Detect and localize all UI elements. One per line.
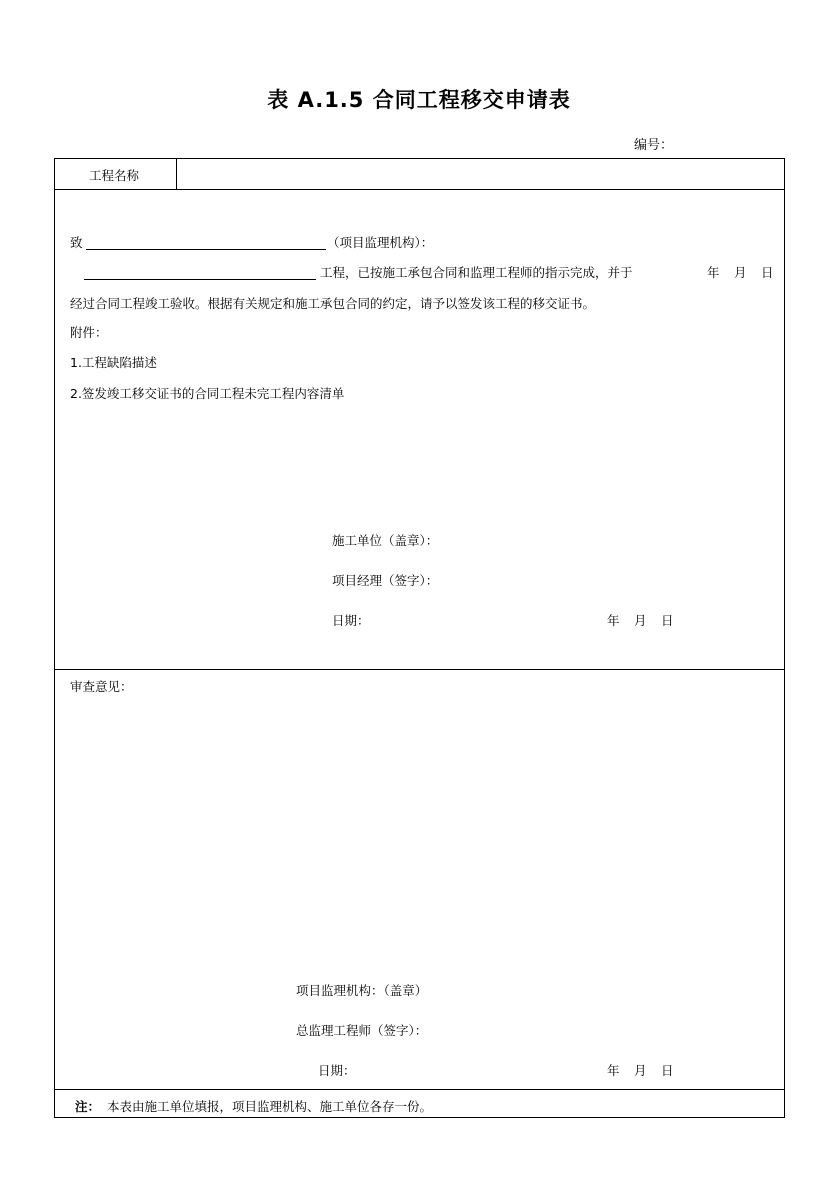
- to-prefix: 致: [70, 235, 83, 250]
- note-text: 本表由施工单位填报，项目监理机构、施工单位各存一份。: [107, 1099, 433, 1114]
- project-blank[interactable]: [84, 279, 316, 280]
- contractor-date-day: 日: [661, 613, 674, 628]
- project-name-field[interactable]: [187, 166, 777, 182]
- review-date-label: 日期：: [318, 1063, 356, 1078]
- row-divider-3: [55, 1089, 784, 1090]
- to-suffix: （项目监理机构）：: [327, 235, 434, 250]
- completion-year: 年: [707, 265, 720, 280]
- to-recipient-blank[interactable]: [86, 249, 326, 250]
- page-title: 表 A.1.5 合同工程移交申请表: [267, 88, 571, 112]
- contractor-date-year: 年: [607, 613, 620, 628]
- completion-statement: 工程，已按施工承包合同和监理工程师的指示完成，并于: [320, 265, 633, 280]
- attachment-item-2: 2.签发竣工移交证书的合同工程未完工程内容清单: [70, 386, 345, 401]
- attachment-item-1: 1.工程缺陷描述: [70, 355, 157, 370]
- contractor-date-month: 月: [634, 613, 647, 628]
- supervision-org-label: 项目监理机构：（盖章）: [296, 983, 428, 998]
- review-date-month: 月: [634, 1063, 647, 1078]
- project-name-label: 工程名称: [89, 168, 140, 183]
- project-manager-label: 项目经理（签字）：: [332, 573, 439, 588]
- review-opinion-label: 审查意见：: [70, 679, 133, 694]
- chief-engineer-label: 总监理工程师（签字）：: [296, 1023, 428, 1038]
- review-date-year: 年: [607, 1063, 620, 1078]
- review-date-day: 日: [661, 1063, 674, 1078]
- contractor-date-label: 日期：: [332, 613, 370, 628]
- serial-number-label: 编号：: [634, 138, 674, 153]
- contractor-unit-label: 施工单位（盖章）：: [332, 533, 439, 548]
- completion-day: 日: [761, 265, 774, 280]
- completion-month: 月: [734, 265, 747, 280]
- note-label: 注：: [75, 1099, 101, 1114]
- attachment-label: 附件：: [70, 325, 108, 340]
- transfer-application-form: [54, 158, 785, 1118]
- request-statement: 经过合同工程竣工验收。根据有关规定和施工承包合同的约定，请予以签发该工程的移交证书。: [70, 296, 596, 311]
- row-divider-1: [55, 189, 784, 190]
- row-divider-2: [55, 669, 784, 670]
- name-cell-divider: [176, 159, 177, 189]
